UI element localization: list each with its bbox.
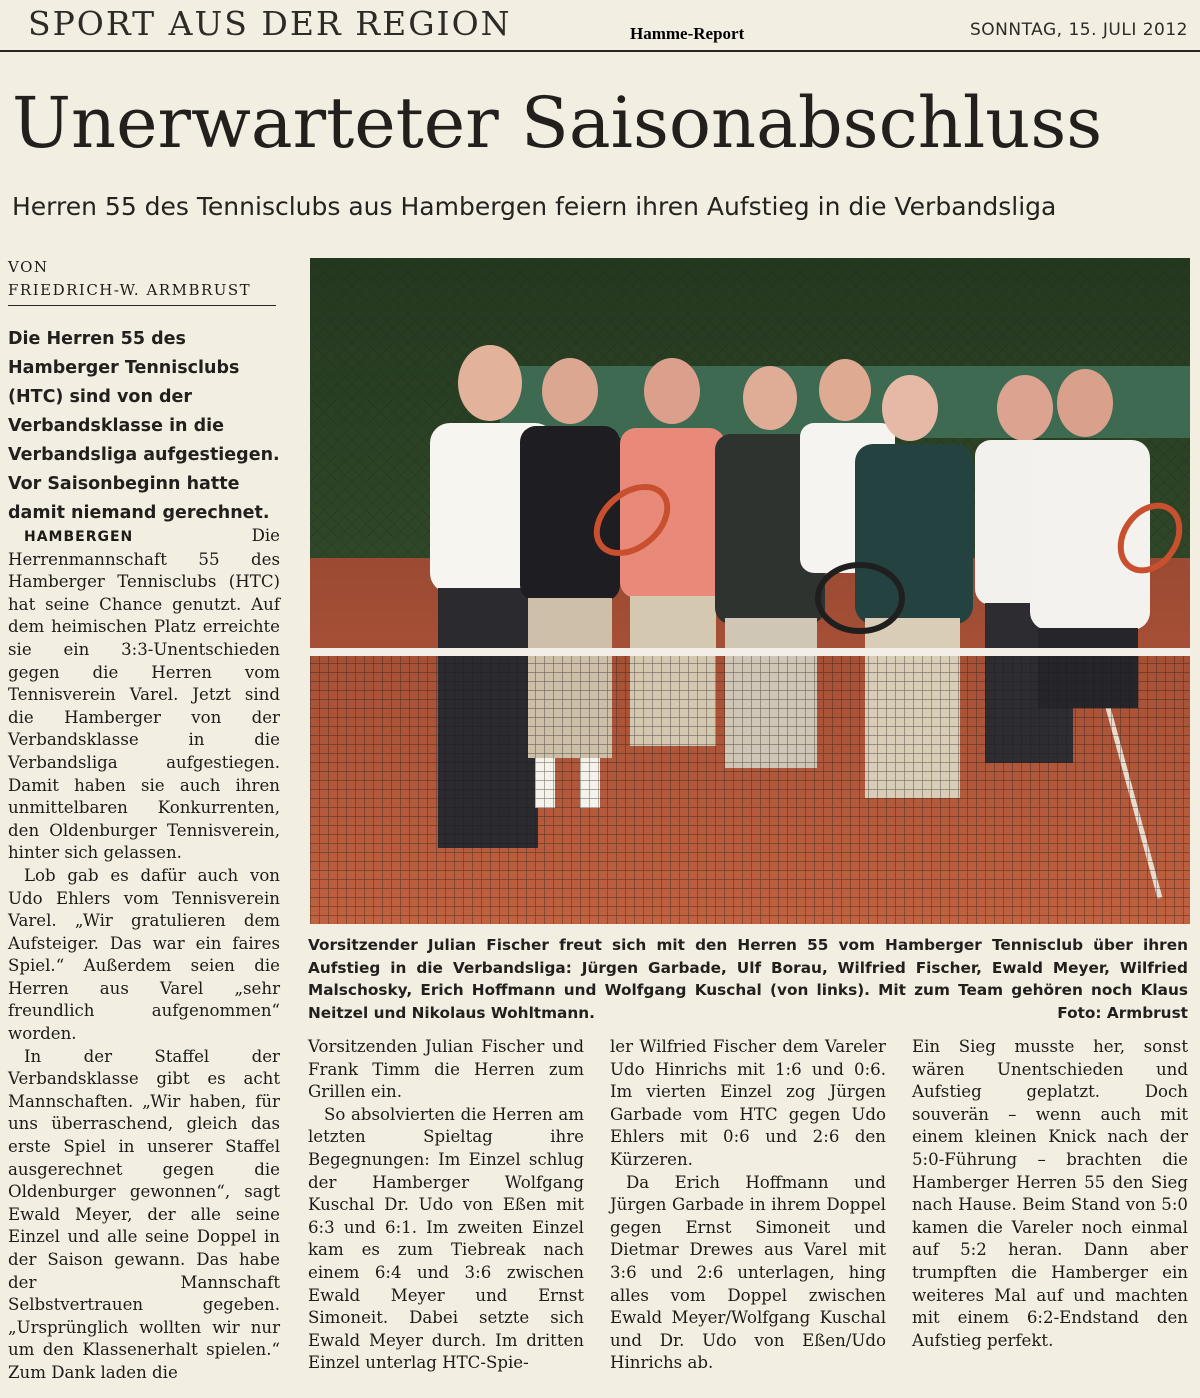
body-column-2 <box>308 1036 584 1375</box>
photo-credit: Foto: Armbrust <box>1057 1003 1188 1022</box>
paragraph: In der Staffel der Verbandsklasse gibt es acht Mannschaften. „Wir haben, für uns überraschend, gleich das erste Spiel in unserer Staffel ausgerechnet gegen die Oldenburger gewonnen“, sagt Ewald Meyer, der alle seine Einzel und alle seine Doppel in der Saison gewann. Das habe der Mannschaft Selbstvertrauen gegeben. „Ursprünglich wollten wir nur um den Klassenerhalt spielen.“ Zum Dank laden die <box>8 1046 280 1382</box>
paragraph: Da Erich Hoffmann und Jürgen Garbade in ihrem Doppel gegen Ernst Simoneit und Dietmar Drewes aus Varel mit 3:6 und 2:6 unterlagen, hing alles vom Doppel zwischen Ewald Meyer/Wolfgang Kuschal und Dr. Udo von Eßen/Udo Hinrichs ab. <box>610 1172 886 1373</box>
body-column-1 <box>8 525 280 1385</box>
body-column-4 <box>912 1036 1188 1352</box>
headline: Unerwarteter Saisonabschluss <box>12 82 1103 164</box>
paragraph: Ein Sieg musste her, sonst wären Unentschieden und Aufstieg geplatzt. Doch souverän – wenn auch mit einem kleinen Knick nach der 5:0-Führung – brachten die Hamberger Herren 55 den Sieg nach Hause. Beim Stand von 5:0 kamen die Vareler noch einmal auf 5:2 heran. Dann aber trumpften die Hamberger ein weiteres Mal auf und machten mit einem 6:2-Endstand den Aufstieg perfekt. <box>912 1037 1188 1350</box>
photo-caption <box>308 934 1188 1024</box>
source-name: Hamme-Report <box>630 24 745 43</box>
byline-prefix: VON <box>8 258 49 276</box>
caption-text: Vorsitzender Julian Fischer freut sich mit den Herren 55 vom Hamberger Tennisclub über ihren Aufstieg in die Verbandsliga: Jürgen Garbade, Ulf Borau, Wilfried Fischer, Ewald Meyer, Wilfried Malschosky, Erich Hoffmann und Wolfgang Kuschal (von links). Mit zum Team gehören noch Klaus Neitzel und Nikolaus Wohltmann. <box>308 936 1188 1022</box>
byline <box>8 256 276 306</box>
lead-paragraph: Die Herren 55 des Hamberger Tennisclubs (HTC) sind von der Verbandsklasse in die Verbandsliga aufgestiegen. Vor Saisonbeginn hatte damit niemand gerechnet. <box>8 329 280 523</box>
paragraph: So absolvierten die Herren am letzten Spieltag ihre Begegnungen: Im Einzel schlug der Hamberger Wolfgang Kuschal Dr. Udo von Eßen mit 6:3 und 6:1. Im zweiten Einzel kam es zum Tiebreak nach einem 6:4 und 3:6 zwischen Ewald Meyer und Ernst Simoneit. Dabei setzte sich Ewald Meyer durch. Im dritten Einzel unterlag HTC-Spie- <box>308 1104 584 1373</box>
team-photo-illustration <box>310 258 1190 924</box>
paragraph: Lob gab es dafür auch von Udo Ehlers vom Tennisverein Varel. „Wir gratulieren dem Aufsteiger. Das war ein faires Spiel.“ Außerdem seien die Herren aus Varel „sehr freundlich aufgenommen“ worden. <box>8 865 280 1044</box>
dateline: HAMBERGEN <box>24 529 134 545</box>
issue-date: SONNTAG, 15. JULI 2012 <box>969 20 1188 40</box>
subheadline: Herren 55 des Tennisclubs aus Hambergen feiern ihren Aufstieg in die Verbandsliga <box>12 192 1057 221</box>
team-photo <box>310 258 1190 924</box>
paragraph: ler Wilfried Fischer dem Vareler Udo Hinrichs mit 1:6 und 0:6. Im vierten Einzel zog Jürgen Garbade vom HTC gegen Udo Ehlers mit 0:6 und 2:6 den Kürzeren. <box>610 1037 886 1169</box>
paragraph: HAMBERGEN Die Herrenmannschaft 55 des Hamberger Tennisclubs (HTC) hat seine Chance genutzt. Auf dem heimischen Platz erreichte sie ein 3:3-Unentschieden gegen die Herren vom Tennisverein Varel. Jetzt sind die Hamberger von der Verbandsklasse in die Verbandsliga aufgestiegen. Damit haben sie auch ihren unmittelbaren Konkurrenten, den Oldenburger Tennisverein, hinter sich gelassen. <box>8 526 280 863</box>
byline-author: FRIEDRICH-W. ARMBRUST <box>8 280 252 299</box>
tennis-net <box>310 653 1190 924</box>
paragraph: Vorsitzenden Julian Fischer und Frank Timm die Herren zum Grillen ein. <box>308 1037 584 1102</box>
section-name: SPORT AUS DER REGION <box>28 4 512 43</box>
masthead <box>0 0 1200 52</box>
body-column-3 <box>610 1036 886 1375</box>
